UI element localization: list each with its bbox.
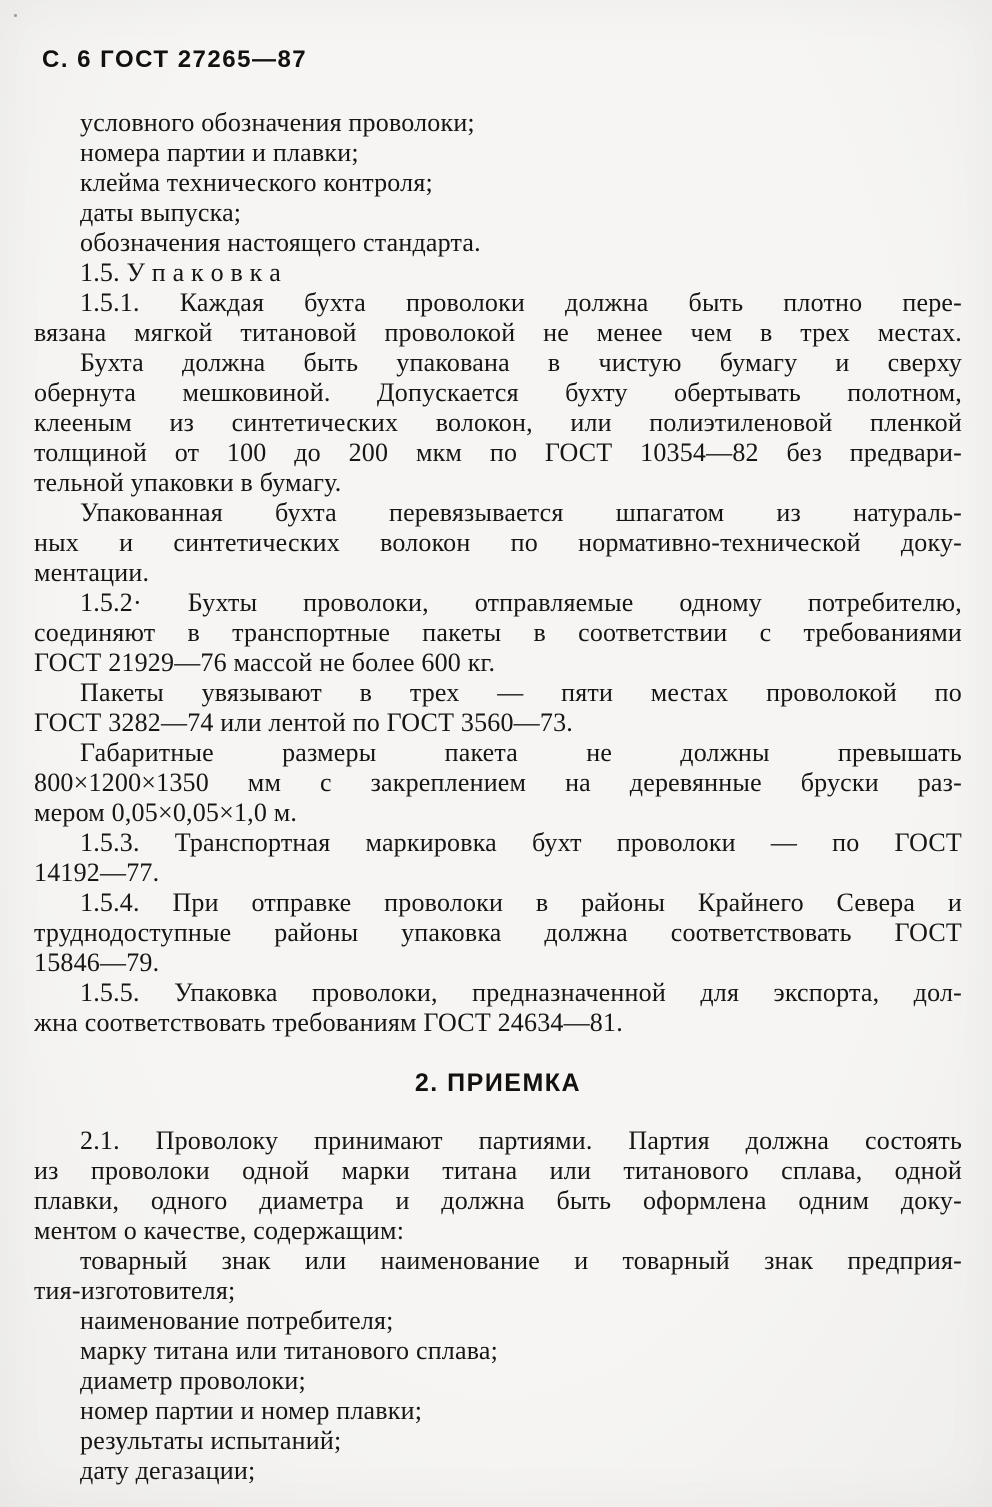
text-line: обозначения настоящего стандарта. bbox=[80, 228, 481, 257]
text-line: клейма технического контроля; bbox=[80, 168, 433, 197]
text-line: 1.5. У п а к о в к а bbox=[80, 258, 281, 287]
text-line: тия-изготовителя; bbox=[34, 1276, 236, 1305]
text-line: номера партии и плавки; bbox=[80, 138, 359, 167]
text-line: 2.1. Проволоку принимают партиями. Партия должна состоять bbox=[80, 1126, 962, 1155]
text-line: из проволоки одной марки титана или титанового сплава, одной bbox=[34, 1156, 962, 1185]
text-line: 1.5.1. Каждая бухта проволоки должна быть плотно пере- bbox=[80, 288, 962, 317]
text-line: товарный знак или наименование и товарный знак предприя- bbox=[80, 1246, 962, 1275]
text-line: дату дегазации; bbox=[80, 1456, 256, 1485]
text-line: 1.5.2· Бухты проволоки, отправляемые одному потребителю, bbox=[80, 588, 962, 617]
text-line: плавки, одного диаметра и должна быть оформлена одним доку- bbox=[34, 1186, 962, 1215]
text-line: 1.5.3. Транспортная маркировка бухт проволоки — по ГОСТ bbox=[80, 828, 962, 857]
text-line: жна соответствовать требованиям ГОСТ 24634—81. bbox=[34, 1008, 623, 1037]
text-line: наименование потребителя; bbox=[80, 1306, 394, 1335]
text-line: мером 0,05×0,05×1,0 м. bbox=[34, 798, 298, 827]
text-line: результаты испытаний; bbox=[80, 1426, 342, 1455]
document-body bbox=[34, 108, 962, 1486]
text-line: диаметр проволоки; bbox=[80, 1366, 306, 1395]
text-line: 1.5.5. Упаковка проволоки, предназначенной для экспорта, дол- bbox=[80, 978, 962, 1007]
text-line: 1.5.4. При отправке проволоки в районы Крайнего Севера и bbox=[80, 888, 962, 917]
text-line: Бухта должна быть упакована в чистую бумагу и сверху bbox=[80, 348, 962, 377]
text-line: ментом о качестве, содержащим: bbox=[34, 1216, 405, 1245]
text-line: номер партии и номер плавки; bbox=[80, 1396, 423, 1425]
text-line: толщиной от 100 до 200 мкм по ГОСТ 10354—82 без предвари- bbox=[34, 438, 962, 467]
text-line: ГОСТ 3282—74 или лентой по ГОСТ 3560—73. bbox=[34, 708, 573, 737]
text-line: ГОСТ 21929—76 массой не более 600 кг. bbox=[34, 648, 496, 677]
text-line: Габаритные размеры пакета не должны превышать bbox=[80, 738, 962, 767]
text-line: Упакованная бухта перевязывается шпагатом из натураль- bbox=[80, 498, 962, 527]
text-line: ментации. bbox=[34, 558, 150, 587]
section-heading: 2. ПРИЕМКА bbox=[414, 1069, 582, 1097]
text-line: 15846—79. bbox=[34, 948, 160, 977]
text-line: 800×1200×1350 мм с закреплением на деревянные бруски раз- bbox=[34, 768, 962, 797]
text-line: 14192—77. bbox=[34, 858, 160, 887]
page-header: С. 6 ГОСТ 27265—87 bbox=[42, 46, 308, 73]
text-line: труднодоступные районы упаковка должна соответствовать ГОСТ bbox=[34, 918, 962, 947]
text-line: обернута мешковиной. Допускается бухту обертывать полотном, bbox=[34, 378, 962, 407]
text-line: условного обозначения проволоки; bbox=[80, 108, 475, 137]
scan-speckle bbox=[14, 14, 17, 17]
text-line: даты выпуска; bbox=[80, 198, 242, 227]
text-line: вязана мягкой титановой проволокой не менее чем в трех местах. bbox=[34, 318, 962, 347]
text-line: марку титана или титанового сплава; bbox=[80, 1336, 499, 1365]
text-line: соединяют в транспортные пакеты в соответствии с требованиями bbox=[34, 618, 962, 647]
text-line: ных и синтетических волокон по нормативно-технической доку- bbox=[34, 528, 962, 557]
text-line: тельной упаковки в бумагу. bbox=[34, 468, 342, 497]
text-line: Пакеты увязывают в трех — пяти местах проволокой по bbox=[80, 678, 962, 707]
text-line: клееным из синтетических волокон, или полиэтиленовой пленкой bbox=[34, 408, 962, 437]
